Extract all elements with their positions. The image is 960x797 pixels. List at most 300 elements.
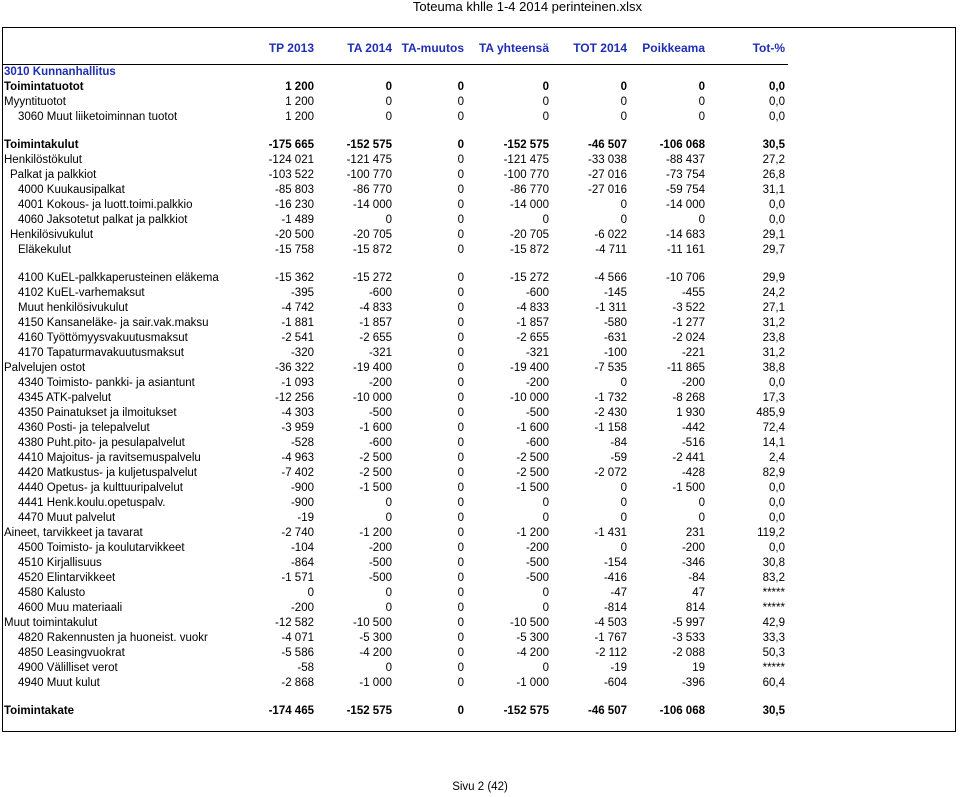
cell-value: -900 <box>290 482 314 494</box>
cell-value: 0 <box>385 497 392 509</box>
cell-value: 0 <box>698 96 705 108</box>
row-label: Muut toimintakulut <box>4 617 98 629</box>
cell-value: -516 <box>681 437 705 449</box>
column-header: TP 2013 <box>268 41 314 55</box>
cell-value: -15 272 <box>352 272 392 284</box>
cell-value <box>395 258 467 271</box>
cell-value: -604 <box>603 677 627 689</box>
cell-value <box>708 65 788 81</box>
cell-value: 0 <box>457 602 464 614</box>
cell-value <box>467 125 552 138</box>
table-row <box>2 271 788 286</box>
cell-value: 0 <box>542 111 549 123</box>
cell-value: 0,0 <box>769 111 785 123</box>
cell-value: 0 <box>457 139 464 151</box>
cell-value: -2 740 <box>281 527 314 539</box>
row-label: 4580 Kalusto <box>18 587 86 599</box>
cell-value: -1 489 <box>281 214 314 226</box>
cell-value: 0 <box>542 662 549 674</box>
cell-value: -10 706 <box>665 272 705 284</box>
cell-value: -1 600 <box>516 422 549 434</box>
cell-value: -3 959 <box>281 422 314 434</box>
cell-value <box>708 691 788 704</box>
cell-value: 30,5 <box>762 139 785 151</box>
cell-value: -19 400 <box>509 362 549 374</box>
cell-value <box>467 65 552 81</box>
cell-value: 24,2 <box>762 287 785 299</box>
cell-value: -2 072 <box>594 467 627 479</box>
cell-value: -20 705 <box>352 229 392 241</box>
table-row <box>2 228 788 243</box>
cell-value: -3 533 <box>672 632 705 644</box>
cell-value: -86 770 <box>509 184 549 196</box>
cell-value: 0 <box>457 632 464 644</box>
cell-value: -27 016 <box>587 184 627 196</box>
table-row <box>2 198 788 213</box>
cell-value: 83,2 <box>762 572 785 584</box>
cell-value: -4 566 <box>594 272 627 284</box>
cell-value: -600 <box>368 437 392 449</box>
cell-value: -7 402 <box>281 467 314 479</box>
cell-value: 0 <box>457 169 464 181</box>
cell-value: -4 833 <box>359 302 392 314</box>
row-label <box>2 691 227 704</box>
cell-value: 814 <box>685 602 705 614</box>
table-row <box>2 258 788 271</box>
cell-value: -46 507 <box>587 705 627 717</box>
cell-value: -4 303 <box>281 407 314 419</box>
cell-value: -11 161 <box>666 244 705 256</box>
column-header: TA yhteensä <box>478 41 549 55</box>
row-label: 4820 Rakennusten ja huoneist. vuokr <box>18 632 208 644</box>
cell-value <box>317 258 395 271</box>
cell-value: 0 <box>620 81 627 93</box>
cell-value: 42,9 <box>762 617 785 629</box>
table-row <box>2 125 788 138</box>
cell-value: 0 <box>385 81 392 93</box>
cell-value: 0,0 <box>769 542 785 554</box>
cell-value: -15 872 <box>352 244 392 256</box>
cell-value: -600 <box>368 287 392 299</box>
cell-value: -455 <box>681 287 705 299</box>
cell-value: 0 <box>457 647 464 659</box>
row-label: 4940 Muut kulut <box>18 677 100 689</box>
cell-value: 0 <box>457 332 464 344</box>
cell-value: 0 <box>542 96 549 108</box>
table-row <box>2 451 788 466</box>
cell-value: -200 <box>290 602 314 614</box>
row-label: Palkat ja palkkiot <box>10 169 97 181</box>
cell-value: -528 <box>290 437 314 449</box>
cell-value: 0 <box>457 662 464 674</box>
cell-value: 0 <box>457 184 464 196</box>
row-label: 4170 Tapaturmavakuutusmaksut <box>18 347 184 359</box>
cell-value: -14 683 <box>665 229 705 241</box>
table-row <box>2 110 788 125</box>
cell-value: 0,0 <box>769 214 785 226</box>
cell-value: -15 872 <box>509 244 549 256</box>
cell-value: 23,8 <box>762 332 785 344</box>
table-row <box>2 138 788 153</box>
cell-value: -20 500 <box>274 229 314 241</box>
cell-value: -10 500 <box>509 617 549 629</box>
cell-value: 0 <box>457 81 464 93</box>
table-row <box>2 631 788 646</box>
row-label: Muut henkilösivukulut <box>18 302 128 314</box>
cell-value: -1 571 <box>281 572 314 584</box>
cell-value: -152 575 <box>503 705 549 717</box>
cell-value: 0 <box>698 214 705 226</box>
cell-value: -500 <box>525 407 549 419</box>
cell-value: 0 <box>457 317 464 329</box>
cell-value: -1 093 <box>281 377 314 389</box>
row-label: 3010 Kunnanhallitus <box>2 65 227 81</box>
table-row <box>2 511 788 526</box>
cell-value: -3 522 <box>672 302 705 314</box>
cell-value: -346 <box>681 557 705 569</box>
cell-value: 0 <box>385 512 392 524</box>
cell-value: -19 <box>610 662 627 674</box>
table-row <box>2 586 788 601</box>
cell-value <box>317 125 395 138</box>
cell-value: -442 <box>681 422 705 434</box>
table-row <box>2 436 788 451</box>
table-row <box>2 601 788 616</box>
row-label: Myyntituotot <box>4 96 66 108</box>
cell-value: -4 503 <box>594 617 627 629</box>
cell-value: 119,2 <box>757 527 785 539</box>
cell-value <box>227 258 317 271</box>
cell-value: 29,1 <box>762 229 785 241</box>
cell-value: -84 <box>610 437 627 449</box>
cell-value: -500 <box>368 572 392 584</box>
cell-value: 0 <box>457 452 464 464</box>
cell-value <box>552 125 630 138</box>
cell-value: 0 <box>457 617 464 629</box>
cell-value: -1 000 <box>516 677 549 689</box>
cell-value: -1 311 <box>595 302 627 314</box>
cell-value: -2 441 <box>672 452 705 464</box>
cell-value: -100 770 <box>503 169 549 181</box>
cell-value: -19 <box>297 512 314 524</box>
table-row <box>2 616 788 631</box>
cell-value: -106 068 <box>659 705 705 717</box>
row-label: 3060 Muut liiketoiminnan tuotot <box>18 111 178 123</box>
cell-value: -19 400 <box>352 362 392 374</box>
cell-value: -428 <box>681 467 705 479</box>
cell-value: 0 <box>620 111 627 123</box>
cell-value: 72,4 <box>762 422 785 434</box>
cell-value: 0 <box>542 512 549 524</box>
cell-value: 0 <box>457 407 464 419</box>
cell-value: -900 <box>290 497 314 509</box>
cell-value: 0,0 <box>769 512 785 524</box>
table-row <box>2 466 788 481</box>
cell-value: 0 <box>542 602 549 614</box>
table-row <box>2 361 788 376</box>
row-label: 4340 Toimisto- pankki- ja asiantunt <box>18 377 195 389</box>
cell-value <box>630 65 708 81</box>
cell-value: -221 <box>681 347 705 359</box>
table-row <box>2 346 788 361</box>
cell-value: -396 <box>681 677 705 689</box>
cell-value <box>630 125 708 138</box>
cell-value: 0 <box>457 214 464 226</box>
column-header: TA-muutos <box>401 41 464 55</box>
table-row <box>2 213 788 228</box>
table-row <box>2 168 788 183</box>
cell-value: -2 655 <box>516 332 549 344</box>
cell-value: -1 857 <box>516 317 549 329</box>
table-row <box>2 526 788 541</box>
row-label: 4470 Muut palvelut <box>18 512 116 524</box>
cell-value: -500 <box>525 572 549 584</box>
cell-value: 0 <box>620 96 627 108</box>
cell-value: 0 <box>457 587 464 599</box>
cell-value: -14 000 <box>352 199 392 211</box>
cell-value: 17,3 <box>762 392 785 404</box>
table-row <box>2 481 788 496</box>
cell-value <box>227 691 317 704</box>
cell-value: -175 665 <box>268 139 314 151</box>
cell-value: 0 <box>457 362 464 374</box>
cell-value: -2 541 <box>281 332 314 344</box>
cell-value: 0 <box>385 214 392 226</box>
cell-value: -1 732 <box>594 392 627 404</box>
cell-value: 38,8 <box>762 362 785 374</box>
cell-value: -1 767 <box>594 632 627 644</box>
cell-value: -580 <box>603 317 627 329</box>
cell-value: 0 <box>698 512 705 524</box>
cell-value <box>708 125 788 138</box>
cell-value: -152 575 <box>503 139 549 151</box>
cell-value: -631 <box>603 332 627 344</box>
cell-value: 47 <box>692 587 705 599</box>
table-row <box>2 406 788 421</box>
cell-value: -174 465 <box>268 705 314 717</box>
cell-value: -200 <box>525 377 549 389</box>
cell-value: 0,0 <box>769 482 785 494</box>
cell-value: ***** <box>762 587 785 599</box>
cell-value: -500 <box>368 557 392 569</box>
cell-value: -12 256 <box>274 392 314 404</box>
cell-value: 31,2 <box>762 347 785 359</box>
cell-value: -8 268 <box>672 392 705 404</box>
cell-value <box>467 258 552 271</box>
cell-value: 26,8 <box>762 169 785 181</box>
cell-value: -10 000 <box>509 392 549 404</box>
cell-value: -152 575 <box>346 139 392 151</box>
cell-value: -2 024 <box>672 332 705 344</box>
cell-value: -10 000 <box>352 392 392 404</box>
cell-value: 0 <box>457 229 464 241</box>
cell-value: 0 <box>542 214 549 226</box>
row-label: 4600 Muu materiaali <box>18 602 123 614</box>
row-label: 4380 Puht.pito- ja pesulapalvelut <box>18 437 185 449</box>
cell-value: -6 022 <box>594 229 627 241</box>
cell-value: 60,4 <box>762 677 785 689</box>
cell-value: 1 200 <box>285 111 314 123</box>
cell-value <box>630 258 708 271</box>
cell-value: 0 <box>457 244 464 256</box>
cell-value: -2 500 <box>359 452 392 464</box>
cell-value: 0,0 <box>769 81 785 93</box>
cell-value: -2 500 <box>516 452 549 464</box>
row-label: 4001 Kokous- ja luott.toimi.palkkio <box>18 199 193 211</box>
cell-value: 0,0 <box>769 377 785 389</box>
row-label: Palvelujen ostot <box>4 362 86 374</box>
cell-value: -16 230 <box>274 199 314 211</box>
table-row <box>2 376 788 391</box>
cell-value: 0 <box>457 527 464 539</box>
cell-value: -5 586 <box>281 647 314 659</box>
cell-value: 31,1 <box>762 184 785 196</box>
cell-value <box>317 65 395 81</box>
cell-value: -1 857 <box>359 317 392 329</box>
cell-value: -4 963 <box>281 452 314 464</box>
cell-value: -5 997 <box>672 617 705 629</box>
cell-value: 0 <box>620 542 627 554</box>
cell-value <box>227 65 317 81</box>
cell-value: -2 088 <box>672 647 705 659</box>
table-row <box>2 496 788 511</box>
table-row <box>2 571 788 586</box>
cell-value: -14 000 <box>665 199 705 211</box>
cell-value: 0 <box>457 302 464 314</box>
cell-value <box>630 691 708 704</box>
cell-value: -15 758 <box>274 244 314 256</box>
row-label: Toimintakate <box>4 705 75 717</box>
cell-value: -4 711 <box>595 244 627 256</box>
cell-value: 0 <box>457 677 464 689</box>
row-label: Henkilöstökulut <box>4 154 82 166</box>
table-row <box>2 676 788 691</box>
cell-value <box>708 258 788 271</box>
cell-value: 0,0 <box>769 96 785 108</box>
row-label: 4150 Kansaneläke- ja sair.vak.maksu <box>18 317 209 329</box>
cell-value: 29,7 <box>762 244 785 256</box>
cell-value: 27,2 <box>762 154 785 166</box>
row-label: Toimintakulut <box>4 139 79 151</box>
table-row <box>2 316 788 331</box>
row-label: 4360 Posti- ja telepalvelut <box>18 422 150 434</box>
row-label: 4440 Opetus- ja kulttuuripalvelut <box>18 482 183 494</box>
column-header <box>2 40 227 57</box>
cell-value: -4 071 <box>281 632 314 644</box>
cell-value: 19 <box>692 662 705 674</box>
cell-value: -10 500 <box>352 617 392 629</box>
table-row <box>2 331 788 346</box>
cell-value: -106 068 <box>659 139 705 151</box>
cell-value: 0 <box>457 542 464 554</box>
table-row <box>2 646 788 661</box>
cell-value: 0 <box>385 96 392 108</box>
cell-value: -1 000 <box>359 677 392 689</box>
header-row <box>2 40 788 57</box>
cell-value: 0 <box>457 96 464 108</box>
cell-value: 0 <box>457 422 464 434</box>
row-label: 4102 KuEL-varhemaksut <box>18 287 145 299</box>
table-row <box>2 65 788 81</box>
table-row <box>2 661 788 676</box>
cell-value: -600 <box>525 287 549 299</box>
cell-value: 0 <box>457 272 464 284</box>
cell-value: -5 300 <box>516 632 549 644</box>
cell-value: -47 <box>610 587 627 599</box>
spacer-row <box>2 57 788 65</box>
cell-value: -2 430 <box>594 407 627 419</box>
cell-value: 0 <box>620 512 627 524</box>
cell-value: -600 <box>525 437 549 449</box>
cell-value: 0 <box>620 214 627 226</box>
cell-value: -321 <box>368 347 392 359</box>
cell-value: 0 <box>457 467 464 479</box>
cell-value: -2 500 <box>359 467 392 479</box>
cell-value: -121 475 <box>503 154 549 166</box>
row-label: 4850 Leasingvuokrat <box>18 647 125 659</box>
cell-value: -1 600 <box>359 422 392 434</box>
cell-value <box>395 125 467 138</box>
cell-value: 0 <box>385 662 392 674</box>
cell-value <box>227 125 317 138</box>
cell-value <box>467 691 552 704</box>
row-label <box>2 125 227 138</box>
cell-value: 0 <box>457 199 464 211</box>
row-label: 4060 Jaksotetut palkat ja palkkiot <box>18 214 188 226</box>
table-row <box>2 286 788 301</box>
cell-value: 0 <box>698 81 705 93</box>
table-row <box>2 95 788 110</box>
cell-value: 0 <box>457 705 464 717</box>
cell-value: 1 930 <box>676 407 705 419</box>
table-row <box>2 691 788 704</box>
table-row <box>2 153 788 168</box>
cell-value: -1 500 <box>672 482 705 494</box>
column-header: Tot-% <box>752 41 785 55</box>
cell-value: -27 016 <box>587 169 627 181</box>
cell-value: 29,9 <box>762 272 785 284</box>
table-row <box>2 391 788 406</box>
budget-table <box>2 40 788 719</box>
cell-value: 0 <box>542 81 549 93</box>
cell-value: -864 <box>290 557 314 569</box>
cell-value: -1 500 <box>516 482 549 494</box>
table-row <box>2 243 788 258</box>
row-label: 4510 Kirjallisuus <box>18 557 102 569</box>
table-row <box>2 183 788 198</box>
cell-value: -4 200 <box>516 647 549 659</box>
cell-value: -1 200 <box>359 527 392 539</box>
cell-value: 0 <box>620 199 627 211</box>
cell-value: 0 <box>620 482 627 494</box>
cell-value: -104 <box>290 542 314 554</box>
cell-value: -7 535 <box>594 362 627 374</box>
row-label: 4900 Välilliset verot <box>18 662 118 674</box>
cell-value: -1 881 <box>281 317 314 329</box>
cell-value: 30,8 <box>762 557 785 569</box>
cell-value: 0 <box>698 111 705 123</box>
cell-value: 0 <box>457 557 464 569</box>
cell-value <box>552 258 630 271</box>
column-header: TOT 2014 <box>573 41 627 55</box>
cell-value: -152 575 <box>346 705 392 717</box>
page-number: Sivu 2 (42) <box>452 781 508 793</box>
cell-value: 0 <box>385 602 392 614</box>
cell-value: -33 038 <box>587 154 627 166</box>
cell-value: -124 021 <box>268 154 314 166</box>
cell-value <box>552 65 630 81</box>
cell-value <box>317 691 395 704</box>
